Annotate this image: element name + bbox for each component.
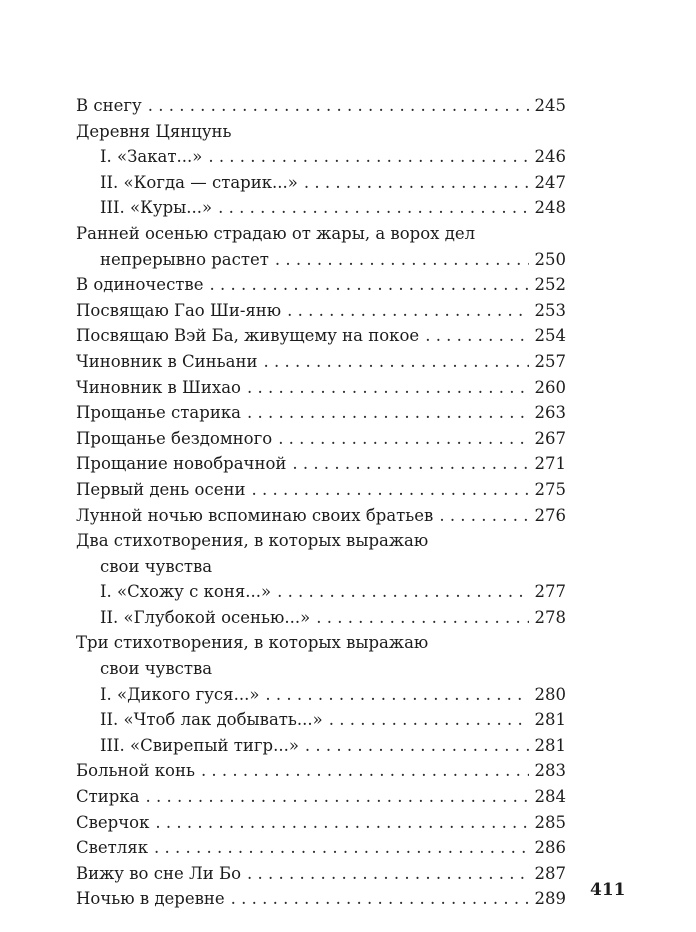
- toc-entry-title: III. «Куры...»: [100, 198, 213, 218]
- toc-entry-page: 284: [534, 787, 566, 807]
- toc-entry: [76, 605, 566, 631]
- toc-entry: [76, 579, 566, 605]
- toc-entry-title: Прощание новобрачной: [76, 454, 287, 474]
- toc-entry: [76, 349, 566, 375]
- dot-leader: [277, 579, 528, 605]
- dot-leader: [210, 272, 529, 298]
- toc-entry: [76, 810, 566, 836]
- toc-entry-page: 276: [534, 505, 566, 525]
- toc-entry: [76, 298, 566, 324]
- page-number: 411: [590, 880, 626, 900]
- toc-entry-title: Лунной ночью вспоминаю своих братьев: [76, 505, 434, 525]
- dot-leader: [439, 503, 528, 529]
- toc-entry-title: Ранней осенью страдаю от жары, а ворох дел: [76, 223, 476, 243]
- toc-entry-title: В одиночестве: [76, 275, 204, 295]
- toc-entry: [76, 784, 566, 810]
- toc-entry-page: 267: [534, 428, 566, 448]
- toc-entry: [76, 323, 566, 349]
- dot-leader: [208, 144, 528, 170]
- dot-leader: [264, 349, 529, 375]
- dot-leader: [155, 810, 528, 836]
- toc-entry-page: 271: [534, 454, 566, 474]
- toc-entry: [76, 707, 566, 733]
- toc-entry: [76, 375, 566, 401]
- dot-leader: [278, 426, 528, 452]
- dot-leader: [201, 758, 529, 784]
- toc-entry-page: 289: [534, 889, 566, 909]
- toc-entry: [76, 272, 566, 298]
- toc-entry-page: 277: [534, 582, 566, 602]
- toc-entry: [76, 861, 566, 887]
- toc-entry: [76, 554, 566, 580]
- dot-leader: [287, 298, 528, 324]
- toc-entry: [76, 93, 566, 119]
- toc-entry-title: Вижу во сне Ли Бо: [76, 863, 242, 883]
- toc-entry-page: 275: [534, 479, 566, 499]
- toc-entry-page: 257: [534, 351, 566, 371]
- toc-entry-page: 260: [534, 377, 566, 397]
- toc-entry-title: Светляк: [76, 838, 149, 858]
- toc-entry-title: Ночью в деревне: [76, 889, 225, 909]
- dot-leader: [218, 195, 528, 221]
- toc-entry-page: 283: [534, 761, 566, 781]
- toc-entry: [76, 656, 566, 682]
- dot-leader: [304, 170, 529, 196]
- toc-entry: [76, 733, 566, 759]
- dot-leader: [247, 861, 528, 887]
- toc-entry: [76, 144, 566, 170]
- dot-leader: [265, 682, 528, 708]
- toc-entry: [76, 835, 566, 861]
- toc-entry-page: 281: [534, 710, 566, 730]
- toc-entry: [76, 503, 566, 529]
- toc-entry-page: 246: [534, 147, 566, 167]
- toc-entry-page: 286: [534, 838, 566, 858]
- toc-entry-title: Три стихотворения, в которых выражаю: [76, 633, 429, 653]
- toc-entry-page: 280: [534, 684, 566, 704]
- toc-entry: [76, 682, 566, 708]
- toc-entry-page: 263: [534, 403, 566, 423]
- toc-entry-title: Сверчок: [76, 812, 150, 832]
- toc-entry-title: I. «Схожу с коня...»: [100, 582, 272, 602]
- toc-entry: [76, 195, 566, 221]
- toc-entry-page: 254: [534, 326, 566, 346]
- toc-entry-page: 252: [534, 275, 566, 295]
- toc-entry-title: Деревня Цянцунь: [76, 121, 232, 141]
- toc-entry-title: II. «Глубокой осенью...»: [100, 607, 311, 627]
- dot-leader: [425, 323, 528, 349]
- toc-entry-title: свои чувства: [100, 556, 213, 576]
- toc-entry: [76, 119, 566, 145]
- toc-entry-title: Чиновник в Шихао: [76, 377, 241, 397]
- toc-entry-title: III. «Свирепый тигр...»: [100, 735, 299, 755]
- toc-entry: [76, 426, 566, 452]
- toc-entry-title: Стирка: [76, 787, 140, 807]
- dot-leader: [247, 375, 529, 401]
- toc-entry: [76, 630, 566, 656]
- toc-entry-page: 278: [534, 607, 566, 627]
- toc-entry: [76, 221, 566, 247]
- toc-entry-title: Чиновник в Синьани: [76, 351, 258, 371]
- dot-leader: [305, 733, 529, 759]
- toc-entry-page: 248: [534, 198, 566, 218]
- toc-entry-page: 285: [534, 812, 566, 832]
- toc-entry-page: 250: [534, 249, 566, 269]
- toc-entry-page: 247: [534, 172, 566, 192]
- toc-entry: [76, 477, 566, 503]
- dot-leader: [154, 835, 528, 861]
- dot-leader: [275, 247, 529, 273]
- dot-leader: [292, 451, 528, 477]
- toc-entry-title: В снегу: [76, 96, 142, 115]
- toc-entry-title: Посвящаю Вэй Ба, живущему на покое: [76, 326, 420, 346]
- dot-leader: [251, 477, 528, 503]
- toc-entry-title: Посвящаю Гао Ши-яню: [76, 300, 282, 320]
- toc-entry-title: Прощанье старика: [76, 403, 241, 423]
- toc-entry: [76, 170, 566, 196]
- toc-entry-title: свои чувства: [100, 659, 213, 679]
- dot-leader: [231, 886, 529, 912]
- toc-entry-page: 281: [534, 735, 566, 755]
- toc-entry: [76, 758, 566, 784]
- toc-entry: [76, 247, 566, 273]
- toc-entry-page: 245: [534, 96, 566, 115]
- toc-entry-title: II. «Когда — старик...»: [100, 172, 298, 192]
- dot-leader: [148, 93, 529, 119]
- table-of-contents: [76, 93, 566, 912]
- toc-entry-title: II. «Чтоб лак добывать...»: [100, 710, 323, 730]
- toc-entry: [76, 400, 566, 426]
- dot-leader: [316, 605, 528, 631]
- toc-entry: [76, 528, 566, 554]
- toc-entry-title: Больной конь: [76, 761, 195, 781]
- toc-entry: [76, 886, 566, 912]
- toc-entry-title: I. «Дикого гуся...»: [100, 684, 260, 704]
- toc-entry-title: Два стихотворения, в которых выражаю: [76, 531, 429, 551]
- dot-leader: [145, 784, 528, 810]
- toc-entry-page: 287: [534, 863, 566, 883]
- dot-leader: [329, 707, 529, 733]
- toc-entry-page: 253: [534, 300, 566, 320]
- toc-entry-title: Прощанье бездомного: [76, 428, 273, 448]
- toc-entry-title: Первый день осени: [76, 479, 246, 499]
- toc-entry: [76, 451, 566, 477]
- toc-entry-title: непрерывно растет: [100, 249, 269, 269]
- toc-entry-title: I. «Закат...»: [100, 147, 203, 167]
- dot-leader: [247, 400, 529, 426]
